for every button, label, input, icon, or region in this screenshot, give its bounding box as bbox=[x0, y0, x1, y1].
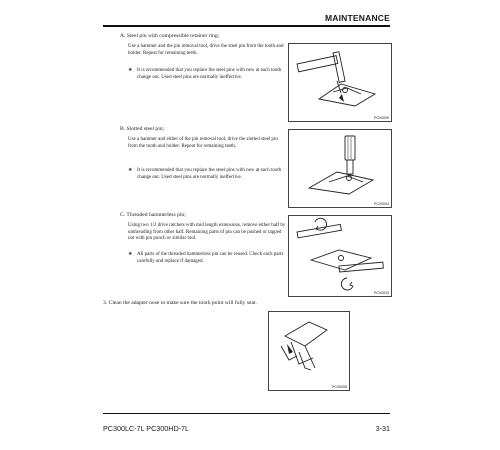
ratchet-removal-illustration-c bbox=[289, 216, 391, 296]
section-b-body: Use a hammer and either of the pin removal tool, drive the slotted steel pin from the tooth and holder. Repeat for remaining teeth. bbox=[128, 137, 278, 149]
figure-step-3-code: PC00006 bbox=[332, 385, 347, 389]
section-b-note bbox=[128, 168, 289, 181]
pin-removal-illustration-a bbox=[289, 44, 391, 121]
pin-removal-illustration-b bbox=[289, 130, 391, 207]
page-header-title: MAINTENANCE bbox=[324, 13, 390, 23]
section-b-note-text: It is recommended that you replace the steel pins with new at each tooth change out. Used steel pins are normally ineffective. bbox=[137, 168, 282, 180]
adapter-nose-illustration bbox=[269, 312, 349, 390]
section-a-body: Use a hammer and the pin removal tool, drive the steel pin from the tooth and holder. Repeat for remaining teeth. bbox=[128, 44, 284, 56]
section-c-note bbox=[128, 252, 289, 265]
figure-b-code: PC00004 bbox=[374, 202, 389, 206]
section-a-title: A. Steel pin with compressible retainer ring; bbox=[120, 33, 220, 39]
figure-a-code: PC00009 bbox=[374, 116, 389, 120]
section-a-note bbox=[128, 68, 289, 81]
section-a-note-text: It is recommended that you replace the steel pins with new at each tooth change out. Used steel pins are normally ineffective. bbox=[137, 68, 282, 80]
figure-c-code: PC00033 bbox=[374, 291, 389, 295]
section-c-title: C. Threaded hammerless pin; bbox=[120, 212, 186, 218]
figure-b bbox=[288, 129, 392, 208]
section-c-body: Using two 1/2 drive ratchets with mid length extensions, remove either half by unthreading from other half. Remaining parts of pin can be pushed or tapped out with pin punch or similar tool. bbox=[128, 223, 286, 242]
page-number: 3-31 bbox=[375, 424, 390, 433]
step-3-text: 3. Clean the adapter nose to make sure the tooth point will fully seat. bbox=[103, 300, 257, 306]
note-star-icon: ★ bbox=[128, 252, 133, 257]
note-star-icon: ★ bbox=[128, 168, 133, 173]
section-b-title: B. Slotted steel pin; bbox=[120, 126, 165, 132]
footer-model: PC300LC-7L PC300HD-7L bbox=[103, 424, 190, 433]
figure-c bbox=[288, 215, 392, 297]
header-rule bbox=[103, 25, 390, 27]
figure-a bbox=[288, 43, 392, 122]
note-star-icon: ★ bbox=[128, 68, 133, 73]
figure-step-3 bbox=[268, 311, 350, 391]
section-c-note-text: All parts of the threaded hammerless pin can be reused. Check each parts carefully and replace if damaged. bbox=[137, 252, 284, 264]
footer-rule bbox=[103, 413, 390, 414]
